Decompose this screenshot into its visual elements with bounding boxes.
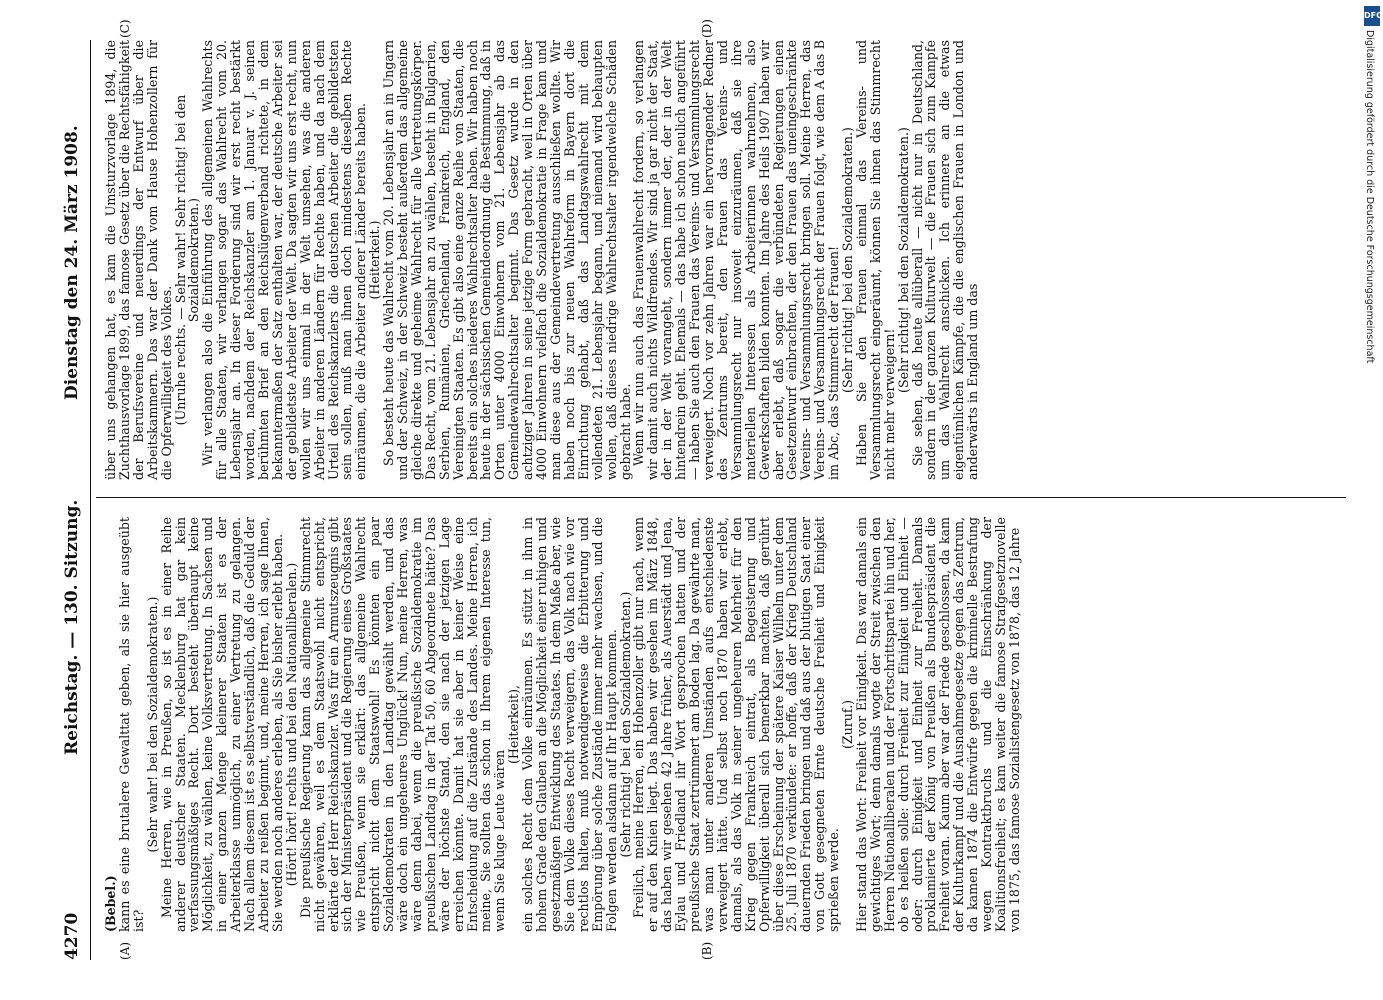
interjection: (Heiterkeit.) [367, 220, 383, 300]
interjection: (Sehr richtig! bei den Sozialdemokraten.) [895, 127, 911, 393]
interjection: (Sehr richtig! bei den Sozialdemokraten.) [617, 591, 633, 858]
paragraph: über uns gehangen hat, es kam die Umsturzvorlage 1894, die Zuchthausvorlage 1899, das famose Gesetz über die Rechtsfähigkeit der Berufsvereine und neuerdings der Entwurf über die Arbeitskammern. Das war der Dank vom Hause Hohenzollern für die Opferwilligkeit des Volkes. [103, 40, 174, 480]
page-header [58, 40, 88, 960]
margin-marker-d: (D) [700, 19, 714, 38]
paragraph: Sie sehen, daß heute allüberall — nicht nur in Deutschland, sondern in der ganzen Kulturwelt — die Frauen sich zum Kampfe um das Wahlrecht anschicken. Ich erinnere an die etwas eigentümlichen Kämpfe, die die englischen Frauen in London und anderwärts in England um das [909, 40, 981, 480]
margin-marker-c: (C) [118, 19, 132, 38]
header-rule [90, 40, 91, 960]
paragraph: Wir verlangen also die Einführung des allgemeinen Wahlrechts für alle Staaten, wir verlangen sogar das Wahlrecht vom 20. Lebensjahr an. In dieser Forderung sind wir erst recht bestärkt worden, nachdem der Reichskanzler am 1. Januar v. J. seinen berühmten Brief an den Reichslügenverband richtete, in dem bekanntermaßen der Satz enthalten war, der deutsche Arbeiter sei der gebildetste Arbeiter der Welt. Da sagten wir uns erst recht, nun wollen wir uns einmal in der Welt umsehen, was die anderen Arbeiter in anderen Ländern für Rechte haben, und da nach dem Urteil des Reichskanzlers die deutschen Arbeiter die gebildetsten sein sollen, muß man ihnen doch mindestens dieselben Rechte einräumen, die die Arbeiter anderer Länder bereits haben. [200, 40, 369, 480]
paragraph: Meine Herren, wie in Preußen, so ist es in einer Reihe anderer deutscher Staaten. Mecklenburg hat gar kein verfassungsmäßiges Recht. Dort besteht überhaupt keine Möglichkeit, zu wählen, keine Volksvertretung. In Sachsen und in einer ganzen Menge kleinerer Staaten ist es der Arbeiterklasse unmöglich, zu einer Vertretung zu gelangen. Nach allem diesem ist es selbstverständlich, daß die Geduld der Arbeiter zu reißen beginnt, und, meine Herren, ich sage Ihnen, Sie werden noch anderes erleben, als Sie bisher erlebt haben. [158, 517, 285, 932]
interjection: (Unruhe rechts. — Sehr wahr! Sehr richtig! bei den Sozialdemokraten.) [172, 94, 202, 426]
margin-marker-a: (A) [118, 941, 132, 960]
right-column [104, 40, 980, 480]
credit-text: Digitalisierung gefördert durch die Deutsche Forschungsgemeinschaft [1364, 30, 1375, 364]
paragraph: So besteht heute das Wahlrecht vom 20. Lebensjahr an in Ungarn und der Schweiz, in der Schweiz besteht außerdem das allgemeine gleiche direkte und geheime Wahlrecht für alle Vertretungskörper. Das Recht, vom 21. Lebensjahr an zu wählen, besteht in Bulgarien, Serbien, Rumänien, Griechenland, Frankreich, England, den Vereinigten Staaten. Es gibt also eine ganze Reihe von Staaten, die bereits ein solches niederes Wahlrechtsalter haben. Wir haben noch heute in der sächsischen Gemeindeordnung die Bestimmung, daß in Orten unter 4000 Einwohnern vom 21. Lebensjahr ab das Gemeindewahlrechtsalter beginnt. Das Gesetz wurde in den achtziger Jahren in seine jetzige Form gebracht, weil in Orten über 4000 Einwohnern vielfach die Sozialdemokratie in Frage kam und man diese aus der Gemeindevertretung ausschließen wollte. Wir haben noch bis zur neuen Wahlreform in Bayern dort die Einrichtung gehabt, daß das Landtagswahlrecht mit dem vollendeten 21. Lebensjahr begann, und niemand wird behaupten wollen, daß dieses niedrige Wahlrechtsalter irgendwelche Schäden gebracht habe. [381, 40, 633, 480]
paragraph: Haben Sie den Frauen einmal das Vereins- und Versammlungsrecht eingeräumt, können Sie ihnen das Stimmrecht nicht mehr verweigern! [853, 40, 897, 480]
interjection: (Sehr wahr! bei den Sozialdemokraten.) [144, 596, 160, 853]
paragraph: Freilich, meine Herren, ein Hohenzoller gibt nur nach, wenn er auf den Knien liegt. Das haben wir gesehen im März 1848, das haben wir gesehen 42 Jahre früher, als Auerstädt und Jena, Eylau und Friedland ihr Wort gesprochen hatten und der preußische Staat zertrümmert am Boden lag. Da gewährte man, was man unter anderen Umständen aufs entschiedenste verweigert hätte. Und selbst noch 1870 haben wir erlebt, damals, als das Volk in seiner ungeheuren Mehrheit für den Krieg gegen Frankreich eintrat, als Begeisterung und Opferwilligkeit überall sich bemerkbar machten, daß gerührt über diese Erscheinung der spätere Kaiser Wilhelm unter dem 25. Juli 1870 verkündete: er hoffe, daß der Krieg Deutschland dauernden Frieden bringen und daß aus der blutigen Saat einer von Gott gesegneten Ernte deutsche Freiheit und Einigkeit sprießen werde. [631, 517, 842, 932]
session-date: Dienstag den 24. März 1908. [62, 125, 82, 400]
dfg-logo: DFG [1364, 6, 1380, 26]
paragraph: ein solches Recht dem Volke einräumen. Es stützt in ihm in hohem Grade den Glauben an die Möglichkeit einer ruhigen und gesetzmäßigen Entwicklung des Staates. In dem Maße aber, wie Sie dem Volke dieses Recht verweigern, das Volk nach wie vor rechtlos halten, muß notwendigerweise die Erbitterung und Empörung über solche Zustände immer mehr wachsen, und die Folgen werden alsdann auf Ihr Haupt kommen. [520, 517, 619, 932]
speaker-label: (Bebel.) [103, 875, 118, 932]
left-column [104, 517, 1022, 932]
paragraph: kann es eine brutalere Gewalttat geben, als sie hier ausgeübt ist? [116, 517, 146, 932]
interjection: (Hört! hört! rechts und bei den Nationalliberalen.) [283, 562, 299, 887]
digitization-credit [1357, 30, 1379, 790]
paragraph: Wenn wir nun auch das Frauenwahlrecht fordern, so verlangen wir damit auch nichts Wildfremdes. Wir sind ja gar nicht der Staat, der in der Welt vorangeht, sondern immer der, der in der Welt hintendrein geht. Ehemals — das habe ich schon neulich angeführt — haben Sie auch den Frauen das Vereins- und Versammlungsrecht verweigert. Noch vor zehn Jahren war ein hervorragender Redner des Zentrums bereit, den Frauen das Vereins- und Versammlungsrecht nur insoweit einzuräumen, daß sie ihre materiellen Interessen als Arbeiterinnen wahrnehmen, also Gewerkschaften bilden konnten. Im Jahre des Heils 1907 haben wir aber erlebt, daß sogar die verbündeten Regierungen einen Gesetzentwurf einbrachten, der den Frauen das uneingeschränkte Vereins- und Versammlungsrecht bringen soll. Meine Herren, das Vereins- und Versammlungsrecht der Frauen folgt, wie dem A das B im Abc, das Stimmrecht der Frauen! [631, 40, 842, 480]
paragraph: Hier stand das Wort: Freiheit vor Einigkeit. Das war damals ein gewichtiges Wort; denn damals wogte der Streit zwischen den Herren Nationalliberalen und der Fortschrittspartei hin und her, ob es heißen solle: durch Freiheit zur Einigkeit und Einheit — oder: durch Einigkeit und Einheit zur Freiheit. Damals proklamierte der König von Preußen als Bundespräsident die Freiheit voran. Kaum aber war der Friede geschlossen, da kam der Kulturkampf und die Ausnahmegesetze gegen das Zentrum, da kamen 1874 die Entwürfe gegen die kriminelle Bestrafung wegen Kontraktbruchs und die Einschränkung der Koalitionsfreiheit; es kam weiter die famose Strafgesetznovelle von 1875, das famose Sozialistengesetz von 1878, das 12 Jahre [853, 517, 1022, 932]
interjection: (Sehr richtig! bei den Sozialdemokraten.) [840, 127, 856, 393]
session-title: Reichstag. — 130. Sitzung. [62, 499, 82, 755]
interjection: (Heiterkeit), [506, 685, 522, 764]
column-divider [96, 497, 1346, 498]
interjection: (Zuruf.) [840, 699, 856, 750]
paragraph: Die preußische Regierung kann das allgemeine Stimmrecht nicht gewähren, weil es dem Staatswohl nicht entspricht, erklärte der Herr Reichskanzler. Was für ein Armutszeugnis gibt sich der Ministerpräsident und die Regierung eines Großstaates wie Preußen, wenn sie erklärt: das allgemeine Wahlrecht entspricht nicht dem Staatswohl! Es könnten ein paar Sozialdemokraten in den Landtag gewählt werden, und das wäre doch ein ungeheures Unglück! Nun, meine Herren, was wäre denn dabei, wenn die preußische Sozialdemokratie im preußischen Landtag in der Tat 50, 60 Abgeordnete hätte? Das wäre der höchste Stand, den sie nach der jetzigen Lage erreichen könnte. Damit hat sie aber in keiner Weise eine Entscheidung auf die Zustände des Landes. Meine Herren, ich meine, Sie sollten das schon in Ihrem eigenen Interesse tun, wenn Sie kluge Leute wären [297, 517, 508, 932]
page-number: 4270 [62, 912, 82, 960]
margin-marker-b: (B) [700, 941, 714, 960]
